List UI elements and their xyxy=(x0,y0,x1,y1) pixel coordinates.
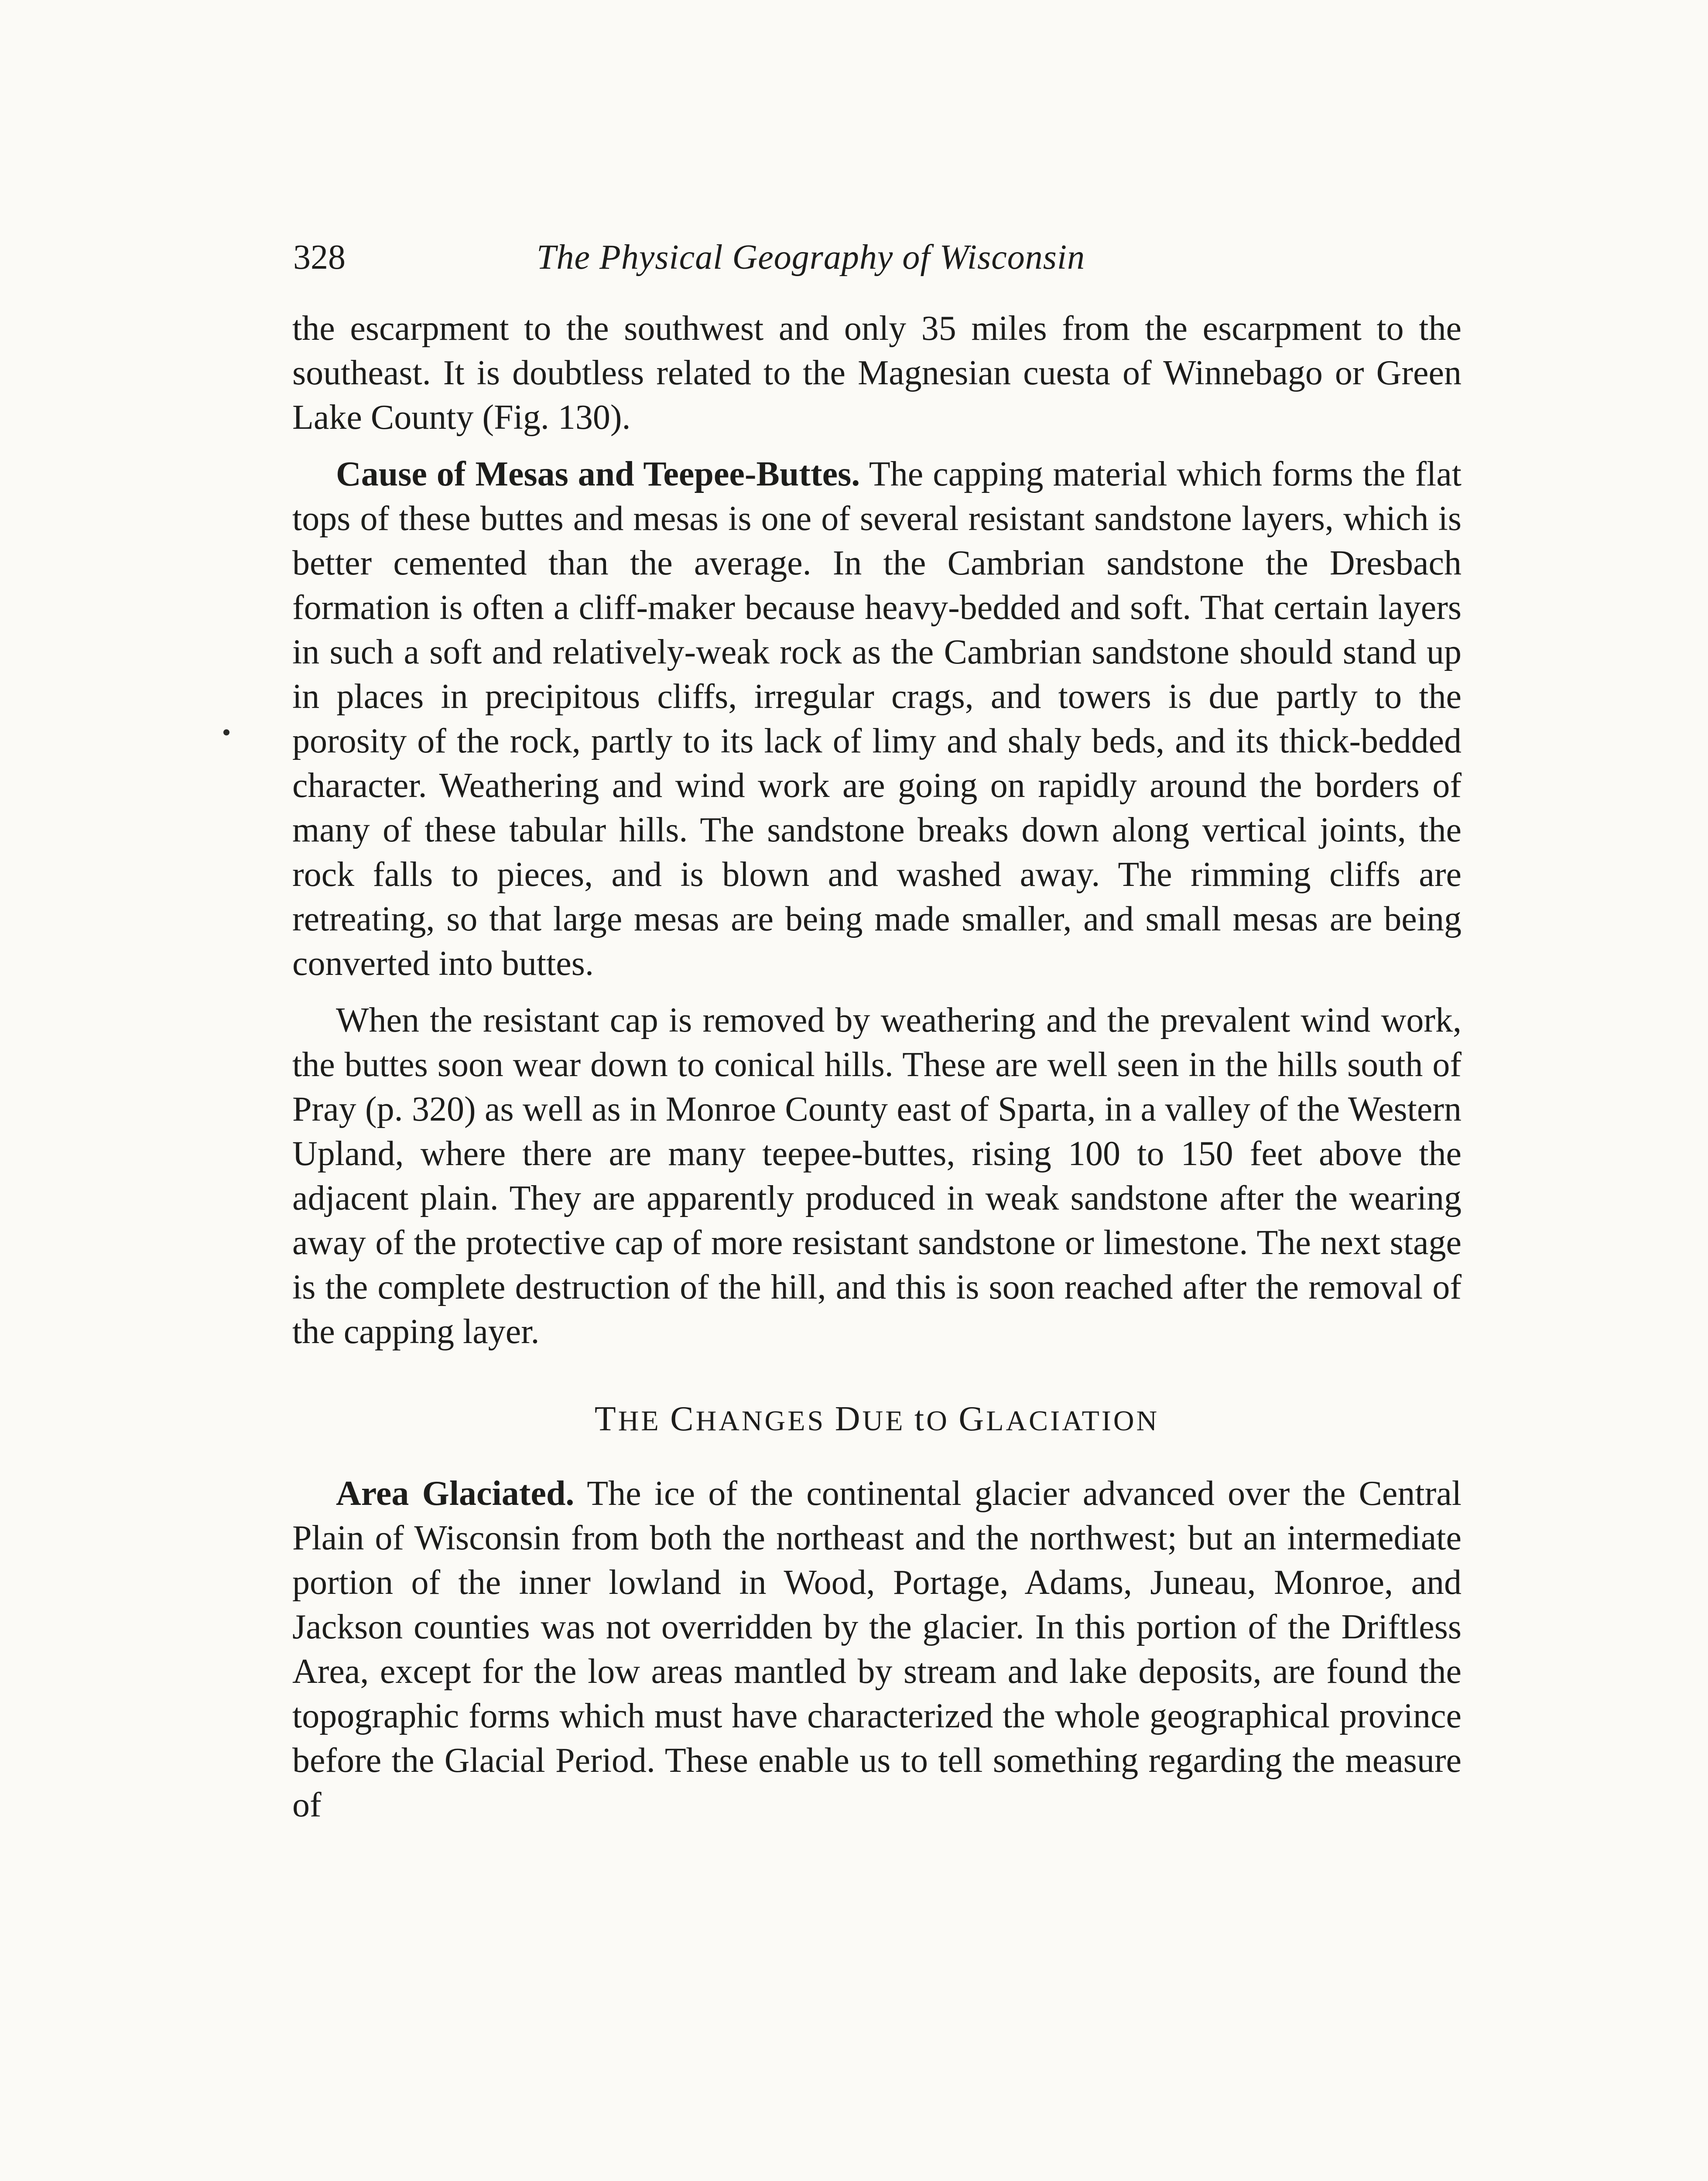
section-heading xyxy=(292,1399,1462,1441)
paragraph-mesas-text: The capping material which forms the flat tops of these buttes and mesas is one of several resistant sandstone layers, which is better cemented than the average. In the Cambrian sandstone the Dresbach formation is often a cliff-maker because heavy-bedded and soft. That certain layers in such a soft and relatively-weak rock as the Cambrian sandstone should stand up in places in precipitous cliffs, irregular crags, and towers is due partly to the porosity of the rock, partly to its lack of limy and shaly beds, and its thick-bedded character. Weathering and wind work are going on rapidly around the borders of many of these tabular hills. The sandstone breaks down along vertical joints, the rock falls to pieces, and is blown and washed away. The rimming cliffs are retreating, so that large mesas are being made smaller, and small mesas are being converted into buttes. xyxy=(292,455,1462,983)
page-number: 328 xyxy=(293,238,346,277)
paragraph-continuation: the escarpment to the southwest and only 35 miles from the escarpment to the southeast. It is doubtless related to the Magnesian cuesta of Winnebago or Green Lake County (Fig. 130). xyxy=(292,309,1462,437)
run-in-heading-mesas: Cause of Mesas and Teepee-Buttes. xyxy=(336,455,860,493)
running-head xyxy=(292,236,1462,279)
book-title: The Physical Geography of Wisconsin xyxy=(537,238,1085,277)
paragraph-mesas-buttes xyxy=(292,452,1462,986)
paragraph-area-glaciated xyxy=(292,1471,1462,1827)
section-heading-text: THE CHANGES DUE tO GLACIATION xyxy=(594,1400,1160,1438)
run-in-heading-glaciated: Area Glaciated. xyxy=(336,1474,575,1513)
page-speck xyxy=(223,729,229,735)
paragraph-conical-hills: When the resistant cap is removed by weathering and the prevalent wind work, the buttes soon wear down to conical hills. These are well seen in the hills south of Pray (p. 320) as well as in Monroe County east of Sparta, in a valley of the Western Upland, where there are many teepee-buttes, rising 100 to 150 feet above the adjacent plain. They are apparently produced in weak sandstone after the wearing away of the protective cap of more resistant sandstone or limestone. The next stage is the complete destruction of the hill, and this is soon reached after the removal of the capping layer. xyxy=(292,1001,1462,1351)
body-text xyxy=(292,306,1462,1827)
paragraph-glaciated-text: The ice of the continental glacier advanced over the Central Plain of Wisconsin from both the northeast and the northwest; but an intermediate portion of the inner lowland in Wood, Portage, Adams, Juneau, Monroe, and Jackson counties was not overridden by the glacier. In this portion of the Driftless Area, except for the low areas mantled by stream and lake deposits, are found the topographic forms which must have characterized the whole geographical province before the Glacial Period. These enable us to tell something regarding the measure of xyxy=(292,1474,1462,1824)
book-page xyxy=(292,236,1462,1839)
